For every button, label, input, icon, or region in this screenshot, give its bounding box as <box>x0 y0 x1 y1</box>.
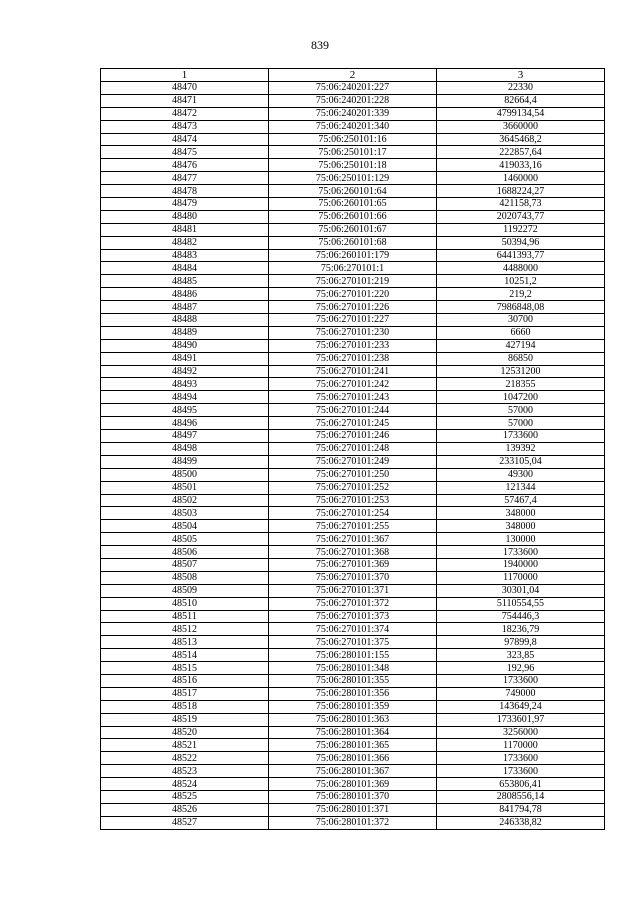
value-cell: 3660000 <box>437 120 605 133</box>
table-row <box>101 597 605 610</box>
value-cell: 1733600 <box>437 430 605 443</box>
value-cell: 12531200 <box>437 365 605 378</box>
table-row <box>101 94 605 107</box>
table-row <box>101 533 605 546</box>
cadastral-number-cell: 75:06:270101:367 <box>269 533 437 546</box>
value-cell: 82664,4 <box>437 94 605 107</box>
value-cell: 10251,2 <box>437 275 605 288</box>
row-number-cell: 48527 <box>101 816 269 829</box>
cadastral-number-cell: 75:06:270101:246 <box>269 430 437 443</box>
row-number-cell: 48490 <box>101 339 269 352</box>
table-row <box>101 236 605 249</box>
value-cell: 2020743,77 <box>437 210 605 223</box>
value-cell: 841794,78 <box>437 803 605 816</box>
table-row <box>101 378 605 391</box>
cadastral-number-cell: 75:06:270101:375 <box>269 636 437 649</box>
value-cell: 653806,41 <box>437 778 605 791</box>
value-cell: 143649,24 <box>437 700 605 713</box>
value-cell: 50394,96 <box>437 236 605 249</box>
row-number-cell: 48489 <box>101 326 269 339</box>
value-cell: 192,96 <box>437 662 605 675</box>
page-number: 839 <box>311 38 329 52</box>
cadastral-number-cell: 75:06:280101:370 <box>269 790 437 803</box>
cadastral-number-cell: 75:06:270101:230 <box>269 326 437 339</box>
table-row <box>101 778 605 791</box>
cadastral-number-cell: 75:06:270101:373 <box>269 610 437 623</box>
table-row <box>101 674 605 687</box>
value-cell: 323,85 <box>437 649 605 662</box>
cadastral-number-cell: 75:06:280101:369 <box>269 778 437 791</box>
value-cell: 1940000 <box>437 558 605 571</box>
cadastral-number-cell: 75:06:250101:16 <box>269 133 437 146</box>
value-cell: 246338,82 <box>437 816 605 829</box>
cadastral-number-cell: 75:06:250101:18 <box>269 159 437 172</box>
table-row <box>101 713 605 726</box>
table-row <box>101 185 605 198</box>
cadastral-number-cell: 75:06:270101:1 <box>269 262 437 275</box>
cadastral-number-cell: 75:06:270101:254 <box>269 507 437 520</box>
table-row <box>101 417 605 430</box>
value-cell: 3645468,2 <box>437 133 605 146</box>
row-number-cell: 48497 <box>101 430 269 443</box>
cadastral-number-cell: 75:06:240201:339 <box>269 107 437 120</box>
row-number-cell: 48516 <box>101 674 269 687</box>
table-row <box>101 494 605 507</box>
value-cell: 57000 <box>437 417 605 430</box>
row-number-cell: 48502 <box>101 494 269 507</box>
cadastral-number-cell: 75:06:270101:255 <box>269 520 437 533</box>
value-cell: 121344 <box>437 481 605 494</box>
value-cell: 427194 <box>437 339 605 352</box>
table-row <box>101 584 605 597</box>
cadastral-number-cell: 75:06:270101:233 <box>269 339 437 352</box>
cadastral-number-cell: 75:06:270101:374 <box>269 623 437 636</box>
table-row <box>101 546 605 559</box>
table-row <box>101 623 605 636</box>
row-number-cell: 48474 <box>101 133 269 146</box>
row-number-cell: 48517 <box>101 687 269 700</box>
cadastral-number-cell: 75:06:280101:348 <box>269 662 437 675</box>
column-header-2: 2 <box>269 69 437 82</box>
cadastral-number-cell: 75:06:270101:369 <box>269 558 437 571</box>
table-row <box>101 288 605 301</box>
row-number-cell: 48478 <box>101 185 269 198</box>
cadastral-number-cell: 75:06:270101:372 <box>269 597 437 610</box>
cadastral-number-cell: 75:06:270101:371 <box>269 584 437 597</box>
cadastral-number-cell: 75:06:270101:238 <box>269 352 437 365</box>
cadastral-number-cell: 75:06:270101:248 <box>269 442 437 455</box>
value-cell: 1170000 <box>437 571 605 584</box>
cadastral-number-cell: 75:06:270101:245 <box>269 417 437 430</box>
table-row <box>101 352 605 365</box>
value-cell: 7986848,08 <box>437 301 605 314</box>
value-cell: 348000 <box>437 507 605 520</box>
cadastral-number-cell: 75:06:250101:17 <box>269 146 437 159</box>
row-number-cell: 48523 <box>101 765 269 778</box>
cadastral-number-cell: 75:06:270101:370 <box>269 571 437 584</box>
data-table <box>100 68 605 830</box>
row-number-cell: 48499 <box>101 455 269 468</box>
row-number-cell: 48495 <box>101 404 269 417</box>
cadastral-number-cell: 75:06:240201:227 <box>269 82 437 95</box>
cadastral-number-cell: 75:06:270101:220 <box>269 288 437 301</box>
table-row <box>101 339 605 352</box>
table-row <box>101 275 605 288</box>
cadastral-number-cell: 75:06:280101:359 <box>269 700 437 713</box>
row-number-cell: 48498 <box>101 442 269 455</box>
value-cell: 97899,8 <box>437 636 605 649</box>
value-cell: 1688224,27 <box>437 185 605 198</box>
value-cell: 1460000 <box>437 172 605 185</box>
row-number-cell: 48503 <box>101 507 269 520</box>
value-cell: 57467,4 <box>437 494 605 507</box>
row-number-cell: 48522 <box>101 752 269 765</box>
row-number-cell: 48507 <box>101 558 269 571</box>
cadastral-number-cell: 75:06:280101:365 <box>269 739 437 752</box>
row-number-cell: 48525 <box>101 790 269 803</box>
row-number-cell: 48524 <box>101 778 269 791</box>
table-row <box>101 636 605 649</box>
value-cell: 1733600 <box>437 752 605 765</box>
row-number-cell: 48491 <box>101 352 269 365</box>
table-row <box>101 326 605 339</box>
row-number-cell: 48518 <box>101 700 269 713</box>
value-cell: 3256000 <box>437 726 605 739</box>
row-number-cell: 48501 <box>101 481 269 494</box>
cadastral-number-cell: 75:06:280101:371 <box>269 803 437 816</box>
cadastral-number-cell: 75:06:280101:372 <box>269 816 437 829</box>
row-number-cell: 48488 <box>101 314 269 327</box>
value-cell: 1733600 <box>437 546 605 559</box>
row-number-cell: 48526 <box>101 803 269 816</box>
value-cell: 57000 <box>437 404 605 417</box>
table-row <box>101 752 605 765</box>
table-row <box>101 262 605 275</box>
value-cell: 2808556,14 <box>437 790 605 803</box>
table-row <box>101 571 605 584</box>
value-cell: 419033,16 <box>437 159 605 172</box>
cadastral-number-cell: 75:06:280101:366 <box>269 752 437 765</box>
value-cell: 222857,64 <box>437 146 605 159</box>
value-cell: 30700 <box>437 314 605 327</box>
value-cell: 1733601,97 <box>437 713 605 726</box>
row-number-cell: 48504 <box>101 520 269 533</box>
table-row <box>101 687 605 700</box>
table-row <box>101 700 605 713</box>
value-cell: 22330 <box>437 82 605 95</box>
row-number-cell: 48482 <box>101 236 269 249</box>
cadastral-number-cell: 75:06:280101:363 <box>269 713 437 726</box>
table-row <box>101 365 605 378</box>
value-cell: 4799134,54 <box>437 107 605 120</box>
table-row <box>101 391 605 404</box>
table-body <box>101 82 605 830</box>
value-cell: 139392 <box>437 442 605 455</box>
value-cell: 1170000 <box>437 739 605 752</box>
table-row <box>101 172 605 185</box>
cadastral-number-cell: 75:06:270101:244 <box>269 404 437 417</box>
value-cell: 218355 <box>437 378 605 391</box>
value-cell: 1192272 <box>437 223 605 236</box>
column-header-1: 1 <box>101 69 269 82</box>
row-number-cell: 48485 <box>101 275 269 288</box>
row-number-cell: 48509 <box>101 584 269 597</box>
table-row <box>101 649 605 662</box>
row-number-cell: 48493 <box>101 378 269 391</box>
cadastral-number-cell: 75:06:250101:129 <box>269 172 437 185</box>
value-cell: 1047200 <box>437 391 605 404</box>
value-cell: 219,2 <box>437 288 605 301</box>
table-row <box>101 146 605 159</box>
row-number-cell: 48475 <box>101 146 269 159</box>
table-row <box>101 610 605 623</box>
table-row <box>101 223 605 236</box>
table-row <box>101 442 605 455</box>
value-cell: 749000 <box>437 687 605 700</box>
row-number-cell: 48494 <box>101 391 269 404</box>
cadastral-number-cell: 75:06:240201:228 <box>269 94 437 107</box>
value-cell: 18236,79 <box>437 623 605 636</box>
cadastral-number-cell: 75:06:270101:252 <box>269 481 437 494</box>
table-row <box>101 803 605 816</box>
row-number-cell: 48521 <box>101 739 269 752</box>
row-number-cell: 48510 <box>101 597 269 610</box>
row-number-cell: 48508 <box>101 571 269 584</box>
row-number-cell: 48472 <box>101 107 269 120</box>
table-row <box>101 82 605 95</box>
cadastral-number-cell: 75:06:270101:227 <box>269 314 437 327</box>
table-row <box>101 739 605 752</box>
row-number-cell: 48476 <box>101 159 269 172</box>
cadastral-number-cell: 75:06:270101:241 <box>269 365 437 378</box>
cadastral-number-cell: 75:06:280101:155 <box>269 649 437 662</box>
row-number-cell: 48512 <box>101 623 269 636</box>
cadastral-number-cell: 75:06:240201:340 <box>269 120 437 133</box>
header-row <box>101 69 605 82</box>
value-cell: 233105,04 <box>437 455 605 468</box>
row-number-cell: 48470 <box>101 82 269 95</box>
value-cell: 49300 <box>437 468 605 481</box>
row-number-cell: 48481 <box>101 223 269 236</box>
cadastral-number-cell: 75:06:280101:356 <box>269 687 437 700</box>
value-cell: 130000 <box>437 533 605 546</box>
row-number-cell: 48506 <box>101 546 269 559</box>
table-row <box>101 249 605 262</box>
value-cell: 30301,04 <box>437 584 605 597</box>
row-number-cell: 48513 <box>101 636 269 649</box>
cadastral-number-cell: 75:06:270101:249 <box>269 455 437 468</box>
cadastral-number-cell: 75:06:260101:179 <box>269 249 437 262</box>
value-cell: 86850 <box>437 352 605 365</box>
column-header-3: 3 <box>437 69 605 82</box>
table-row <box>101 726 605 739</box>
table-row <box>101 301 605 314</box>
cadastral-number-cell: 75:06:260101:68 <box>269 236 437 249</box>
value-cell: 6660 <box>437 326 605 339</box>
value-cell: 5110554,55 <box>437 597 605 610</box>
table-row <box>101 404 605 417</box>
table-row <box>101 558 605 571</box>
value-cell: 6441393,77 <box>437 249 605 262</box>
row-number-cell: 48511 <box>101 610 269 623</box>
cadastral-number-cell: 75:06:260101:66 <box>269 210 437 223</box>
row-number-cell: 48520 <box>101 726 269 739</box>
value-cell: 1733600 <box>437 765 605 778</box>
row-number-cell: 48480 <box>101 210 269 223</box>
cadastral-number-cell: 75:06:270101:219 <box>269 275 437 288</box>
table-row <box>101 765 605 778</box>
row-number-cell: 48492 <box>101 365 269 378</box>
row-number-cell: 48515 <box>101 662 269 675</box>
cadastral-number-cell: 75:06:260101:64 <box>269 185 437 198</box>
value-cell: 4488000 <box>437 262 605 275</box>
row-number-cell: 48484 <box>101 262 269 275</box>
row-number-cell: 48471 <box>101 94 269 107</box>
row-number-cell: 48496 <box>101 417 269 430</box>
cadastral-number-cell: 75:06:260101:67 <box>269 223 437 236</box>
row-number-cell: 48486 <box>101 288 269 301</box>
row-number-cell: 48483 <box>101 249 269 262</box>
table-row <box>101 430 605 443</box>
row-number-cell: 48505 <box>101 533 269 546</box>
value-cell: 421158,73 <box>437 198 605 211</box>
cadastral-number-cell: 75:06:270101:226 <box>269 301 437 314</box>
row-number-cell: 48487 <box>101 301 269 314</box>
row-number-cell: 48514 <box>101 649 269 662</box>
table-row <box>101 159 605 172</box>
value-cell: 754446,3 <box>437 610 605 623</box>
row-number-cell: 48473 <box>101 120 269 133</box>
row-number-cell: 48500 <box>101 468 269 481</box>
table-row <box>101 481 605 494</box>
value-cell: 1733600 <box>437 674 605 687</box>
cadastral-number-cell: 75:06:270101:250 <box>269 468 437 481</box>
table-row <box>101 133 605 146</box>
cadastral-number-cell: 75:06:260101:65 <box>269 198 437 211</box>
cadastral-number-cell: 75:06:270101:253 <box>269 494 437 507</box>
row-number-cell: 48477 <box>101 172 269 185</box>
cadastral-number-cell: 75:06:280101:367 <box>269 765 437 778</box>
table-row <box>101 107 605 120</box>
cadastral-number-cell: 75:06:270101:368 <box>269 546 437 559</box>
cadastral-number-cell: 75:06:270101:242 <box>269 378 437 391</box>
table-row <box>101 816 605 829</box>
table-row <box>101 507 605 520</box>
cadastral-number-cell: 75:06:280101:355 <box>269 674 437 687</box>
table-row <box>101 120 605 133</box>
value-cell: 348000 <box>437 520 605 533</box>
table-row <box>101 662 605 675</box>
table-row <box>101 314 605 327</box>
table-row <box>101 210 605 223</box>
table-row <box>101 790 605 803</box>
table-row <box>101 455 605 468</box>
table-row <box>101 520 605 533</box>
cadastral-number-cell: 75:06:270101:243 <box>269 391 437 404</box>
row-number-cell: 48479 <box>101 198 269 211</box>
cadastral-number-cell: 75:06:280101:364 <box>269 726 437 739</box>
table-row <box>101 468 605 481</box>
row-number-cell: 48519 <box>101 713 269 726</box>
table-row <box>101 198 605 211</box>
